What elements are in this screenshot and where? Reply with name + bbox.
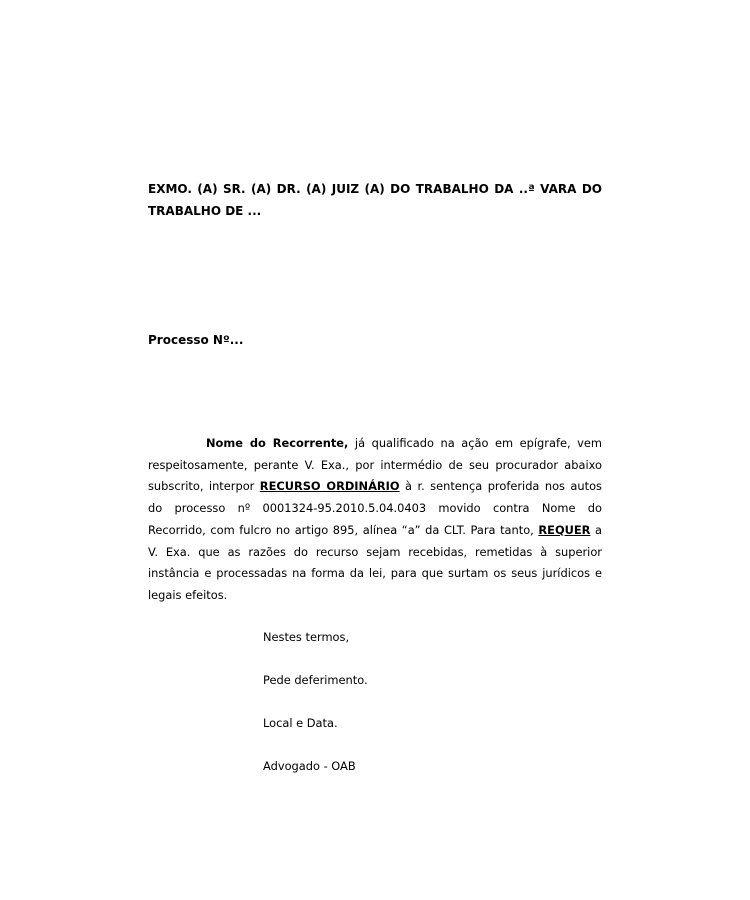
- petition-paragraph: [148, 433, 602, 607]
- closing-place-date: Local e Data.: [263, 716, 338, 730]
- closing-signature: Advogado - OAB: [263, 759, 356, 773]
- appeal-type: RECURSO ORDINÁRIO: [259, 479, 400, 494]
- petition-text-part-1: já qualificado na ação em epígrafe, vem respeitosamente, perante V. Exa., por intermédio de seu procurador abaixo subscrito, interpor: [148, 436, 602, 494]
- request-keyword: REQUER: [538, 522, 591, 537]
- court-address-heading: EXMO. (A) SR. (A) DR. (A) JUIZ (A) DO TRABALHO DA ..ª VARA DO TRABALHO DE ...: [148, 182, 602, 218]
- petition-text-part-3: a V. Exa. que as razões do recurso sejam recebidas, remetidas à superior instância e processadas na forma da lei, para que surtam os seus jurídicos e legais efeitos.: [148, 522, 602, 602]
- closing-request: Pede deferimento.: [263, 673, 368, 687]
- closing-terms: Nestes termos,: [263, 630, 350, 644]
- appellant-name: Nome do Recorrente,: [206, 436, 349, 450]
- process-number-label: Processo Nº...: [148, 333, 244, 347]
- petition-text-part-2: à r. sentença proferida nos autos do processo nº 0001324-95.2010.5.04.0403 movido contra Nome do Recorrido, com fulcro no artigo 895, alínea “a” da CLT. Para tanto,: [148, 479, 602, 537]
